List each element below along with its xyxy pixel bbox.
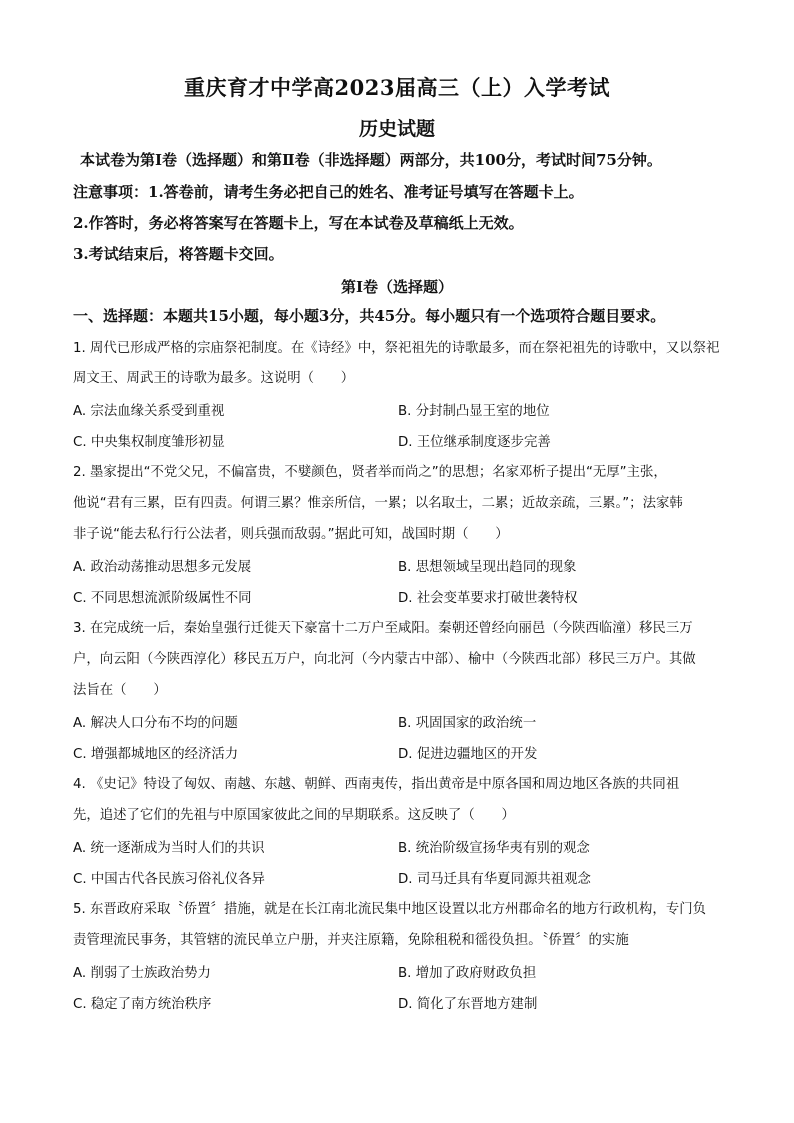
question-5-option-b: B. 增加了政府财政负担: [398, 966, 537, 981]
question-3-line-3: 法旨在（ ）: [73, 683, 167, 698]
question-3-option-b: B. 巩固国家的政治统一: [398, 716, 537, 731]
question-2-line-2: 他说“君有三累，臣有四责。何谓三累？惟亲所信，一累；以名取士，二累；近故亲疏，三累。”；法家韩: [73, 496, 683, 511]
exam-intro: 本试卷为第Ⅰ卷（选择题）和第Ⅱ卷（非选择题）两部分，共100分，考试时间75分钟。: [80, 151, 662, 169]
question-2-option-c: C. 不同思想流派阶级属性不同: [73, 591, 252, 606]
question-2-line-3: 非子说“能去私行行公法者，则兵强而敌弱。”据此可知，战国时期（ ）: [73, 527, 509, 542]
subject-title: 历史试题: [358, 118, 435, 140]
notice-1: 注意事项：1.答卷前，请考生务必把自己的姓名、准考证号填写在答题卡上。: [73, 183, 584, 201]
notice-2: 2.作答时，务必将答案写在答题卡上，写在本试卷及草稿纸上无效。: [73, 214, 524, 232]
question-1-option-b: B. 分封制凸显王室的地位: [398, 404, 550, 419]
question-4-option-b: B. 统治阶级宣扬华夷有别的观念: [398, 841, 590, 856]
question-4-line-1: 4. 《史记》特设了匈奴、南越、东越、朝鲜、西南夷传，指出黄帝是中原各国和周边地区各族的共同祖: [73, 777, 680, 792]
question-5-line-2: 责管理流民事务，其管辖的流民单立户册，并夹注原籍，免除租税和徭役负担。〝侨置〞的实施: [73, 933, 629, 948]
section-description: 一、选择题：本题共15小题，每小题3分，共45分。每小题只有一个选项符合题目要求。: [73, 307, 666, 325]
exam-title: 重庆育才中学高2023届高三（上）入学考试: [184, 75, 610, 100]
question-3-line-2: 户，向云阳（今陕西淳化）移民五万户，向北河（今内蒙古中部）、榆中（今陕西北部）移民三万户。其做: [73, 652, 696, 667]
question-1-line-1: 1. 周代已形成严格的宗庙祭祀制度。在《诗经》中，祭祀祖先的诗歌最多，而在祭祀祖先的诗歌中，又以祭祀: [73, 341, 720, 356]
question-4-option-a: A. 统一逐渐成为当时人们的共识: [73, 841, 265, 856]
question-1-option-d: D. 王位继承制度逐步完善: [398, 435, 551, 450]
question-2-line-1: 2. 墨家提出“不党父兄，不偏富贵，不嬖颜色，贤者举而尚之”的思想；名家邓析子提出“无厚”主张，: [73, 465, 667, 480]
question-2-option-d: D. 社会变革要求打破世袭特权: [398, 591, 578, 606]
section-heading: 第Ⅰ卷（选择题）: [340, 278, 454, 296]
question-1-line-2: 周文王、周武王的诗歌为最多。这说明（ ）: [73, 371, 355, 386]
question-5-option-d: D. 简化了东晋地方建制: [398, 997, 538, 1012]
question-5-line-1: 5. 东晋政府采取〝侨置〞措施，就是在长江南北流民集中地区设置以北方州郡命名的地方行政机构，专门负: [73, 902, 706, 917]
question-4-option-c: C. 中国古代各民族习俗礼仪各异: [73, 872, 265, 887]
question-1-option-c: C. 中央集权制度雏形初显: [73, 435, 225, 450]
question-2-option-b: B. 思想领域呈现出趋同的现象: [398, 560, 577, 575]
notice-3: 3.考试结束后，将答题卡交回。: [73, 245, 284, 263]
question-4-line-2: 先，追述了它们的先祖与中原国家彼此之间的早期联系。这反映了（ ）: [73, 808, 515, 823]
question-5-option-a: A. 削弱了士族政治势力: [73, 966, 211, 981]
question-5-option-c: C. 稳定了南方统治秩序: [73, 997, 212, 1012]
question-3-option-d: D. 促进边疆地区的开发: [398, 747, 538, 762]
question-2-option-a: A. 政治动荡推动思想多元发展: [73, 560, 252, 575]
question-4-option-d: D. 司马迁具有华夏同源共祖观念: [398, 872, 591, 887]
question-1-option-a: A. 宗法血缘关系受到重视: [73, 404, 225, 419]
question-3-line-1: 3. 在完成统一后，秦始皇强行迁徙天下豪富十二万户至咸阳。秦朝还曾经向丽邑（今陕西临潼）移民三万: [73, 621, 693, 636]
question-3-option-a: A. 解决人口分布不均的问题: [73, 716, 238, 731]
question-3-option-c: C. 增强都城地区的经济活力: [73, 747, 239, 762]
